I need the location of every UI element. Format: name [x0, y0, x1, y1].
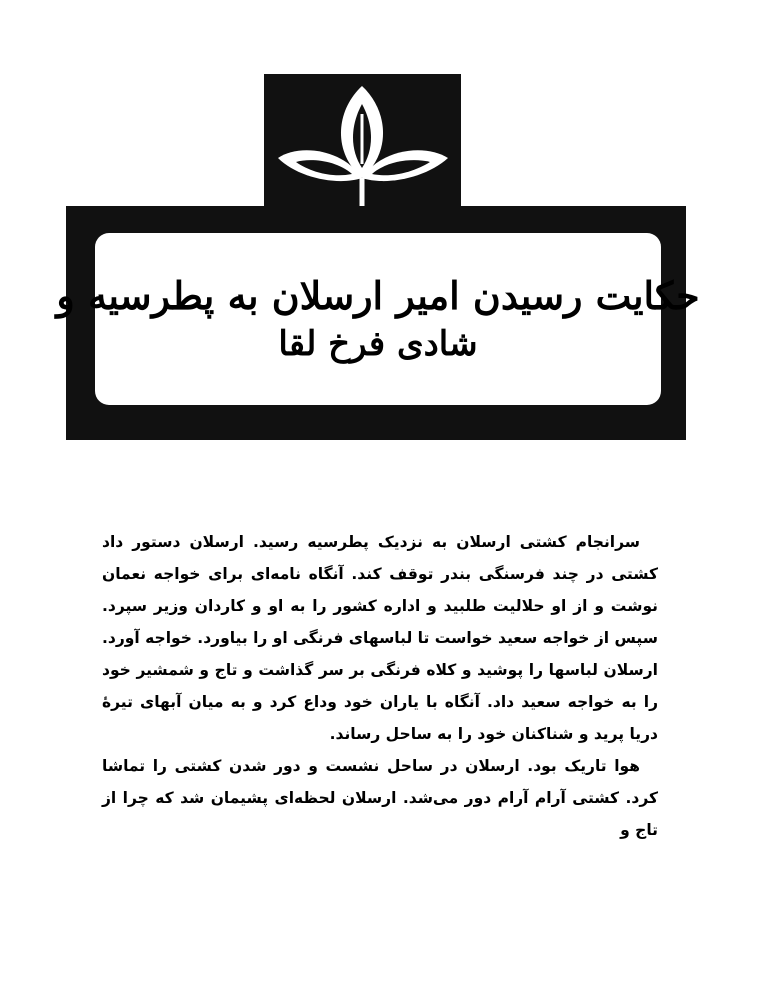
sprout-icon [264, 74, 461, 224]
chapter-title: حکایت رسیدن امیر ارسلان به پطرسیه و [56, 273, 700, 319]
sprout-emblem [264, 74, 461, 224]
paragraph-2: هوا تاریک بود. ارسلان در ساحل نشست و دور شدن کشتی را تماشا کرد. کشتی آرام آرام دور می‌شد. ارسلان لحظه‌ای پشیمان شد که چرا از تاج و [102, 757, 658, 839]
chapter-subtitle: شادی فرخ لقا [278, 323, 478, 364]
paragraph-1: سرانجام کشتی ارسلان به نزدیک پطرسیه رسید. ارسلان دستور داد کشتی در چند فرسنگی بندر توقف کند. آنگاه نامه‌ای برای خواجه نعمان نوشت و از او حلالیت طلبید و اداره کشور را به او و کاردان وزیر سپرد. سپس از خواجه سعید خواست تا لباسهای فرنگی او را بیاورد. خواجه آورد. ارسلان لباسها را پوشید و کلاه فرنگی بر سر گذاشت و تاج و شمشیر خود را به خواجه سعید داد. آنگاه با یاران خود وداع کرد و به میان آبهای تیرهٔ دریا پرید و شناکنان خود را به ساحل رساند. [102, 533, 658, 743]
story-text [102, 526, 658, 846]
title-banner [56, 233, 700, 405]
